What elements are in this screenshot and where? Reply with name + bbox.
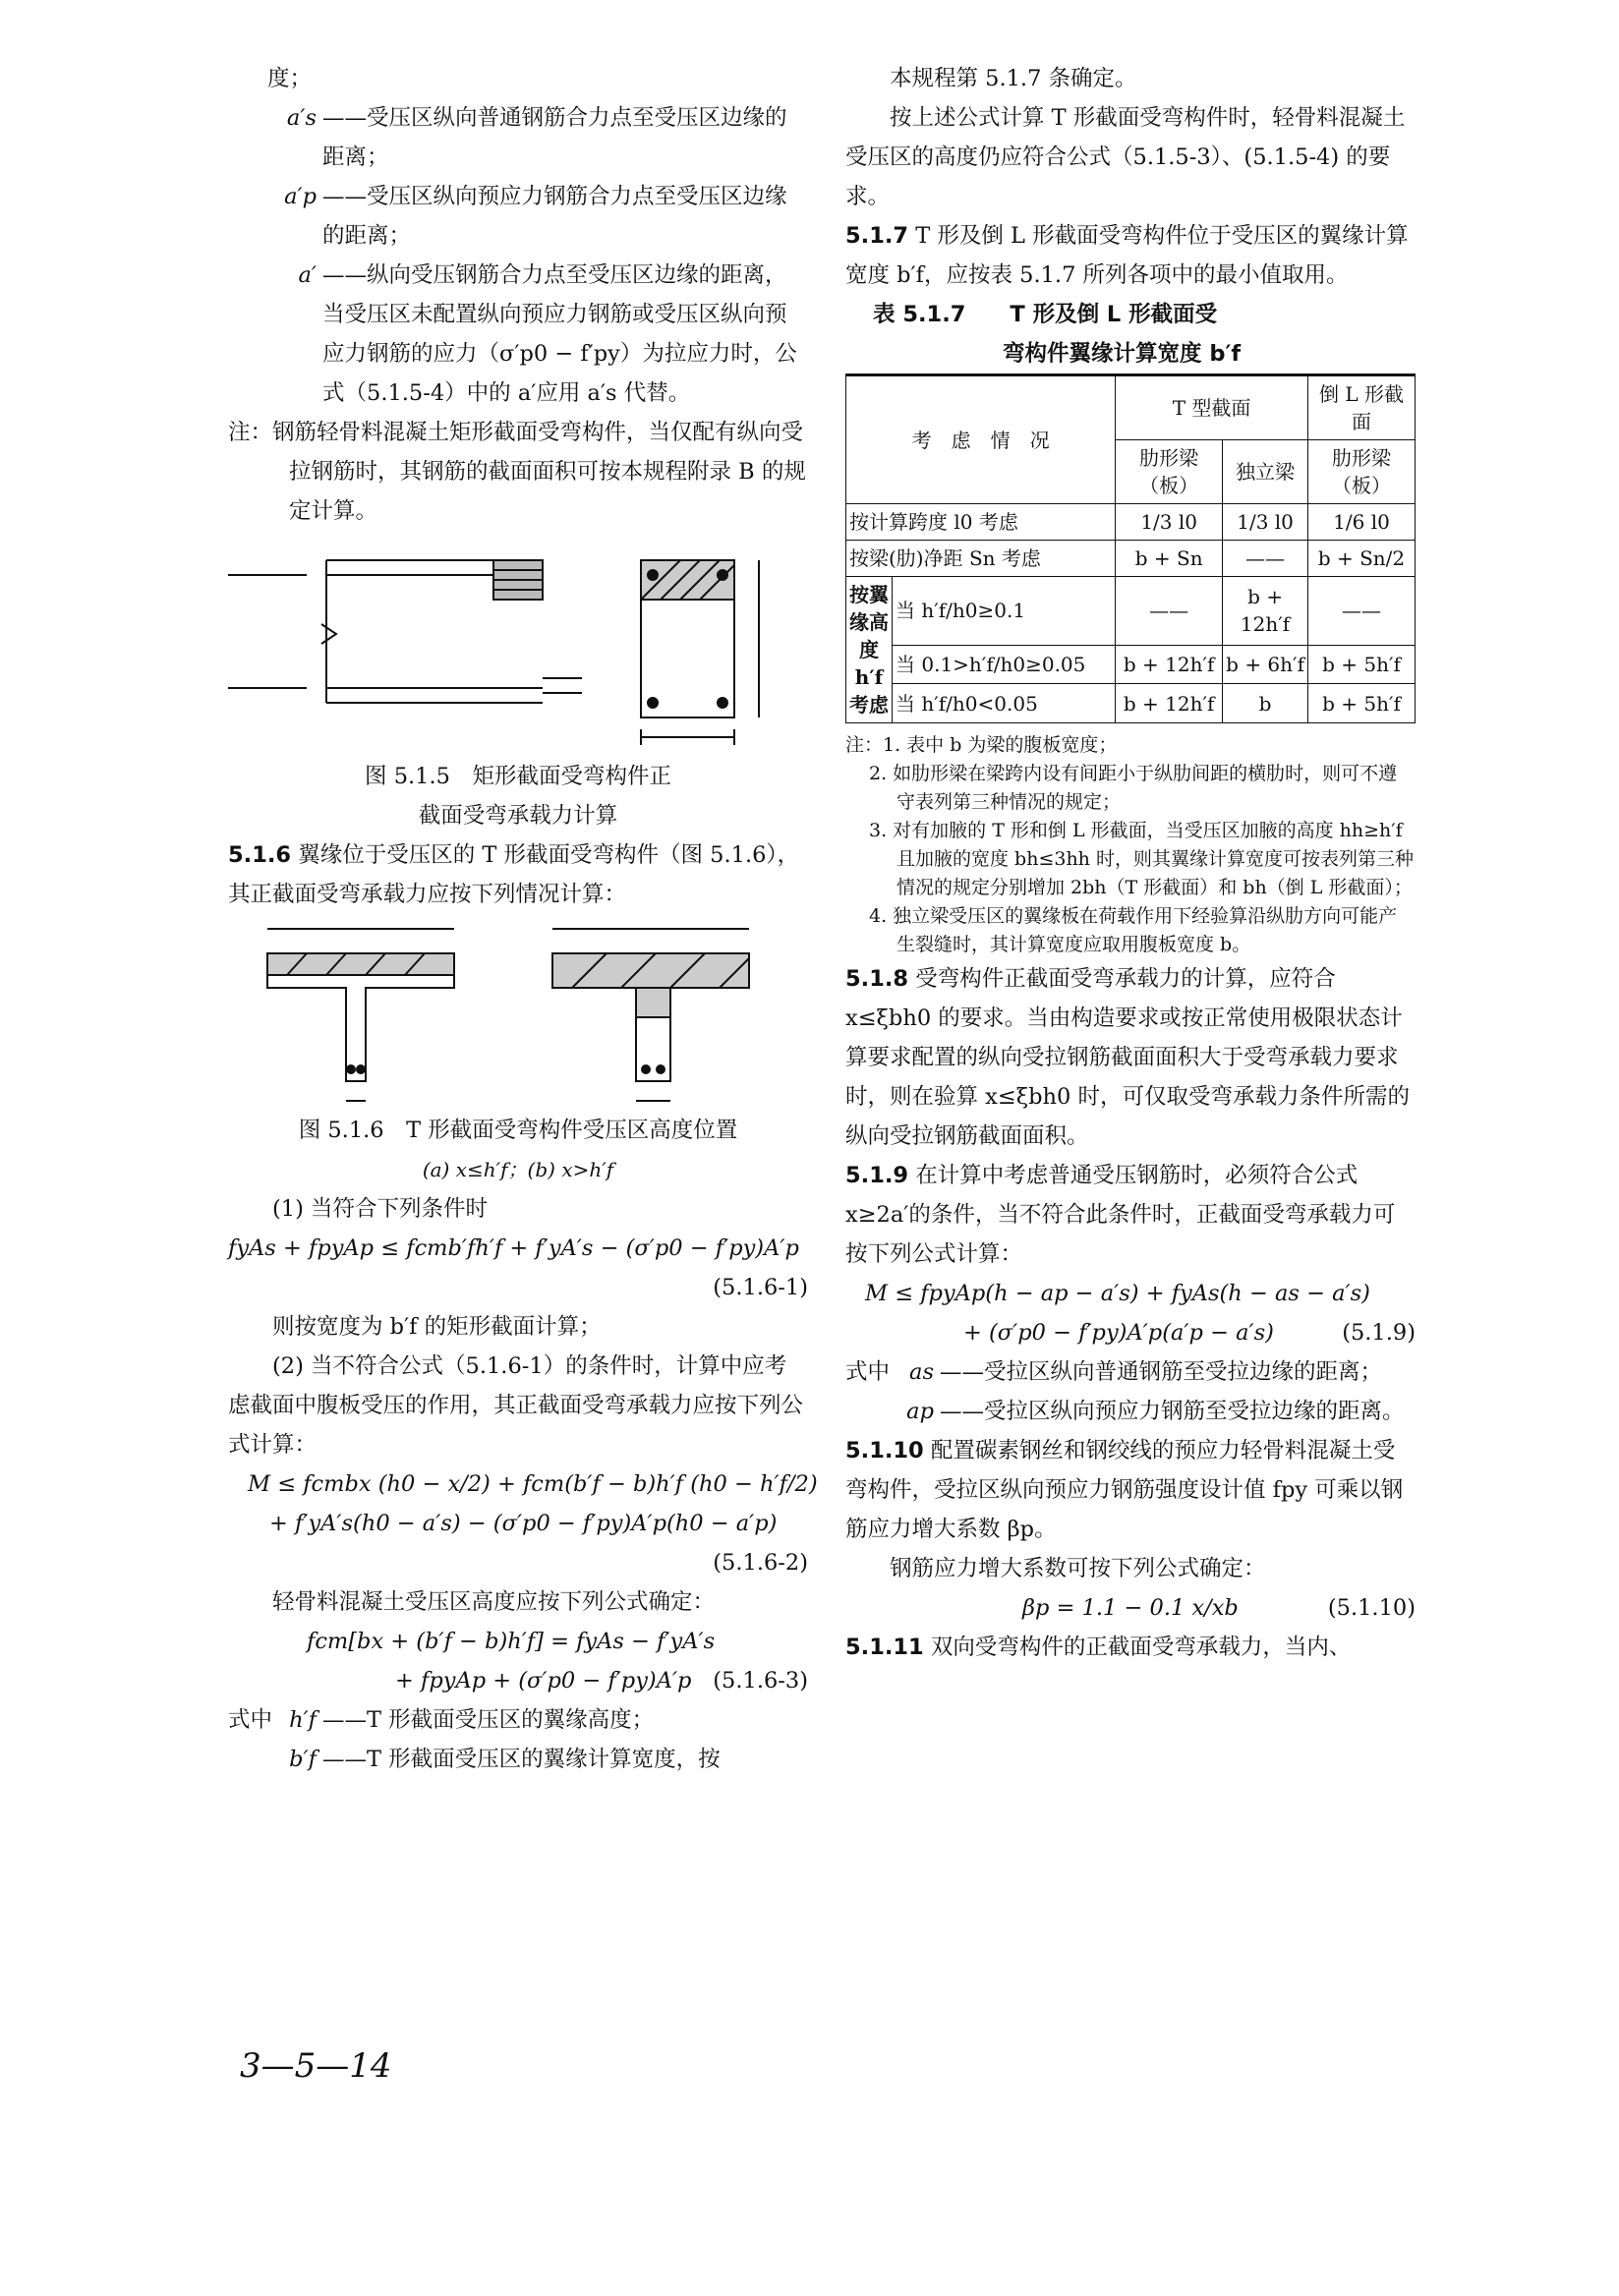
table-group-label: 按翼缘高度 h′f 考虑 xyxy=(846,577,893,723)
section-text: 翼缘位于受压区的 T 形截面受弯构件（图 5.1.6），其正截面受弯承载力应按下列情况计算： xyxy=(228,842,800,907)
table-row xyxy=(846,645,1416,684)
table-row xyxy=(846,684,1416,723)
equation-5-1-10 xyxy=(845,1588,1416,1628)
table-note: 2. 如肋形梁在梁跨内设有间距小于纵肋间距的横肋时，则可不遵守表列第三种情况的规定； xyxy=(869,763,1398,813)
section-text: 受弯构件正截面受弯承载力的计算，应符合 x≤ξbh0 的要求。当由构造要求或按正常使用极限状态计算要求配置的纵向受拉钢筋截面面积大于受弯承载力要求时，则在验算 x≤ξbh0 时，可仅取受弯承载力条件所需的纵向受拉钢筋截面面积。 xyxy=(845,966,1410,1149)
equation-text: βp = 1.1 − 0.1 x/xb xyxy=(1022,1595,1239,1621)
condition-2: (2) 当不符合公式（5.1.6-1）的条件时，计算中应考虑截面中腹板受压的作用，其正截面受弯承载力应按下列公式计算： xyxy=(228,1353,804,1458)
section-number: 5.1.9 xyxy=(845,1163,909,1188)
section-5-1-9 xyxy=(845,1156,1416,1274)
table-cell: b xyxy=(1223,684,1308,723)
right-column xyxy=(845,59,1416,1667)
figure-5-1-6-drawing xyxy=(228,914,808,1111)
where-label: 式中 xyxy=(845,1359,891,1385)
table-header-l: 倒 L 形截面 xyxy=(1308,375,1416,440)
table-note: 3. 对有加腋的 T 形和倒 L 形截面，当受压区加腋的高度 hh≥h′f 且加腋的宽度 bh≤3hh 时，则其翼缘计算宽度可按表列第三种情况的规定分别增加 2bh（T 形截面）和 bh（倒 L 形截面）； xyxy=(869,820,1414,898)
table-note: 注：1. 表中 b 为梁的腹板宽度； xyxy=(845,734,1118,756)
table-cell: b + 12h′f xyxy=(1116,645,1223,684)
table-header-consider: 考 虑 情 况 xyxy=(846,375,1116,504)
table-cell: 按梁(肋)净距 Sn 考虑 xyxy=(846,541,1116,577)
fig-5-1-6-caption-2: (a) x≤h′f；(b) x>h′f xyxy=(422,1158,614,1181)
table-cell: b + 12h′f xyxy=(1116,684,1223,723)
table-cell: 当 h′f/h0<0.05 xyxy=(893,684,1116,723)
def-symbol: ap xyxy=(906,1399,934,1424)
equation-5-1-9-line-1: M ≤ fpyAp(h − ap − a′s) + fyAs(h − as − a′s) xyxy=(865,1281,1370,1306)
def-text: ——T 形截面受压区的翼缘计算宽度，按 xyxy=(322,1747,721,1772)
section-text: 双向受弯构件的正截面受弯承载力，当内、 xyxy=(930,1635,1352,1660)
table-row xyxy=(846,577,1416,646)
table-cell: 当 0.1>h′f/h0≥0.05 xyxy=(893,645,1116,684)
section-5-1-10 xyxy=(845,1431,1416,1549)
def-a-s xyxy=(228,98,808,177)
height-text: 轻骨料混凝土受压区高度应按下列公式确定： xyxy=(272,1589,716,1615)
after-condition-1: 则按宽度为 b′f 的矩形截面计算； xyxy=(272,1314,602,1340)
table-header-t: T 型截面 xyxy=(1116,375,1308,440)
def-text: ——受压区纵向预应力钢筋合力点至受压区边缘的距离； xyxy=(322,184,787,249)
def-text: ——受拉区纵向预应力钢筋至受拉边缘的距离。 xyxy=(940,1399,1405,1424)
equation-5-1-9-line-2 xyxy=(845,1313,1416,1352)
figure-5-1-5-drawing xyxy=(228,531,808,757)
figure-5-1-5 xyxy=(228,531,808,757)
table-header-rib-l: 肋形梁（板） xyxy=(1308,440,1416,504)
def-text: ——受压区纵向普通钢筋合力点至受压区边缘的距离； xyxy=(322,105,787,170)
table-cell: b + Sn/2 xyxy=(1308,541,1416,577)
table-cell: —— xyxy=(1223,541,1308,577)
equation-5-1-6-2-line-1: M ≤ fcmbx (h0 − x/2) + fcm(b′f − b)h′f (h0 − h′f/2) xyxy=(248,1471,818,1497)
table-notes xyxy=(845,731,1416,959)
def-a-p xyxy=(228,177,808,256)
para-beta: 钢筋应力增大系数可按下列公式确定： xyxy=(890,1556,1266,1581)
equation-5-1-6-2-number-line xyxy=(228,1543,808,1582)
table-row xyxy=(846,541,1416,577)
table-cell: 1/6 l0 xyxy=(1308,504,1416,541)
section-5-1-6 xyxy=(228,835,808,914)
table-cell: b + Sn xyxy=(1116,541,1223,577)
section-text: 配置碳素钢丝和钢绞线的预应力轻骨料混凝土受弯构件，受拉区纵向预应力钢筋强度设计值 fpy 可乘以钢筋应力增大系数 βp。 xyxy=(845,1438,1404,1542)
para-top: 度； xyxy=(267,66,313,91)
def-symbol: b′f xyxy=(289,1747,317,1772)
equation-number: (5.1.6-3) xyxy=(713,1668,808,1693)
equation-5-1-6-3-line-2 xyxy=(228,1661,808,1700)
para-continued: 本规程第 5.1.7 条确定。 xyxy=(890,66,1137,91)
table-cell: b + 6h′f xyxy=(1223,645,1308,684)
table-cell: 按计算跨度 l0 考虑 xyxy=(846,504,1116,541)
where-def-hf xyxy=(228,1700,808,1740)
equation-5-1-6-1-number-line xyxy=(228,1268,808,1307)
def-symbol: as xyxy=(909,1359,934,1385)
left-column xyxy=(228,59,818,1779)
table-cell: 1/3 l0 xyxy=(1223,504,1308,541)
table-cell: —— xyxy=(1308,577,1416,646)
def-text: ——纵向受压钢筋合力点至受压区边缘的距离，当受压区未配置纵向预应力钢筋或受压区纵向预应力钢筋的应力（σ′p0 − f′py）为拉应力时，公式（5.1.5-4）中的 a′应用 a′s 代替。 xyxy=(322,262,797,406)
def-symbol: h′f xyxy=(289,1707,317,1733)
section-5-1-11 xyxy=(845,1628,1416,1667)
equation-number: (5.1.10) xyxy=(1327,1595,1416,1621)
equation-number: (5.1.6-1) xyxy=(713,1275,808,1300)
section-number: 5.1.6 xyxy=(228,842,292,868)
fig-5-1-5-caption-1: 图 5.1.5 矩形截面受弯构件正 xyxy=(365,764,671,789)
table-caption-2: 弯构件翼缘计算宽度 b′f xyxy=(1003,341,1242,367)
equation-5-1-6-1: fyAs + fpyAp ≤ fcmb′fh′f + f′yA′s − (σ′p0 − f′py)A′p xyxy=(228,1235,799,1261)
equation-text: + (σ′p0 − f′py)A′p(a′p − a′s) xyxy=(963,1320,1274,1346)
figure-5-1-6 xyxy=(228,914,808,1111)
table-cell: b + 12h′f xyxy=(1223,577,1308,646)
where-label: 式中 xyxy=(228,1707,273,1733)
section-text: T 形及倒 L 形截面受弯构件位于受压区的翼缘计算宽度 b′f，应按表 5.1.7 所列各项中的最小值取用。 xyxy=(845,223,1409,288)
table-cell: —— xyxy=(1116,577,1223,646)
note-rect-section: 注：钢筋轻骨料混凝土矩形截面受弯构件，当仅配有纵向受拉钢筋时，其钢筋的截面面积可按本规程附录 B 的规定计算。 xyxy=(228,420,806,524)
fig-5-1-6-caption-1: 图 5.1.6 T 形截面受弯构件受压区高度位置 xyxy=(298,1118,738,1143)
equation-text: + fpyAp + (σ′p0 − f′py)A′p xyxy=(395,1668,692,1693)
def-symbol: a′ xyxy=(298,262,317,288)
table-note: 4. 独立梁受压区的翼缘板在荷载作用下经验算沿纵肋方向可能产生裂缝时，其计算宽度应取用腹板宽度 b。 xyxy=(869,905,1398,955)
section-number: 5.1.11 xyxy=(845,1635,924,1660)
where-def-bf xyxy=(228,1740,808,1779)
equation-number: (5.1.6-2) xyxy=(713,1550,808,1576)
table-caption-1: 表 5.1.7 T 形及倒 L 形截面受 xyxy=(873,302,1218,327)
section-5-1-8 xyxy=(845,959,1416,1156)
table-header-independent: 独立梁 xyxy=(1223,440,1308,504)
para-1: 按上述公式计算 T 形截面受弯构件时，轻骨料混凝土受压区的高度仍应符合公式（5.1.5-3）、(5.1.5-4) 的要求。 xyxy=(845,105,1406,209)
where-def-ap xyxy=(845,1392,1416,1431)
def-text: ——T 形截面受压区的翼缘高度； xyxy=(322,1707,655,1733)
section-number: 5.1.10 xyxy=(845,1438,924,1464)
table-cell: 当 h′f/h0≥0.1 xyxy=(893,577,1116,646)
def-text: ——受拉区纵向普通钢筋至受拉边缘的距离； xyxy=(940,1359,1383,1385)
def-symbol: a′p xyxy=(284,184,317,209)
table-cell: b + 5h′f xyxy=(1308,684,1416,723)
def-symbol: a′s xyxy=(286,105,317,131)
section-5-1-7 xyxy=(845,216,1416,295)
fig-5-1-5-caption-2: 截面受弯承载力计算 xyxy=(418,803,618,829)
table-header-rib: 肋形梁（板） xyxy=(1116,440,1223,504)
section-number: 5.1.7 xyxy=(845,223,909,249)
def-a xyxy=(228,256,808,413)
condition-1: (1) 当符合下列条件时 xyxy=(272,1196,489,1222)
page-number: 3—5—14 xyxy=(240,2046,392,2086)
section-number: 5.1.8 xyxy=(845,966,909,992)
table-cell: 1/3 l0 xyxy=(1116,504,1223,541)
equation-5-1-6-2-line-2: + f′yA′s(h0 − a′s) − (σ′p0 − f′py)A′p(h0 − a′p) xyxy=(269,1511,778,1536)
table-row xyxy=(846,504,1416,541)
where-def-as xyxy=(845,1352,1416,1392)
section-text: 在计算中考虑普通受压钢筋时，必须符合公式 x≥2a′的条件，当不符合此条件时，正截面受弯承载力可按下列公式计算： xyxy=(845,1163,1396,1267)
equation-5-1-6-3-line-1: fcm[bx + (b′f − b)h′f] = fyAs − f′yA′s xyxy=(307,1629,716,1654)
table-cell: b + 5h′f xyxy=(1308,645,1416,684)
equation-number: (5.1.9) xyxy=(1342,1320,1416,1346)
table-5-1-7 xyxy=(845,373,1416,723)
